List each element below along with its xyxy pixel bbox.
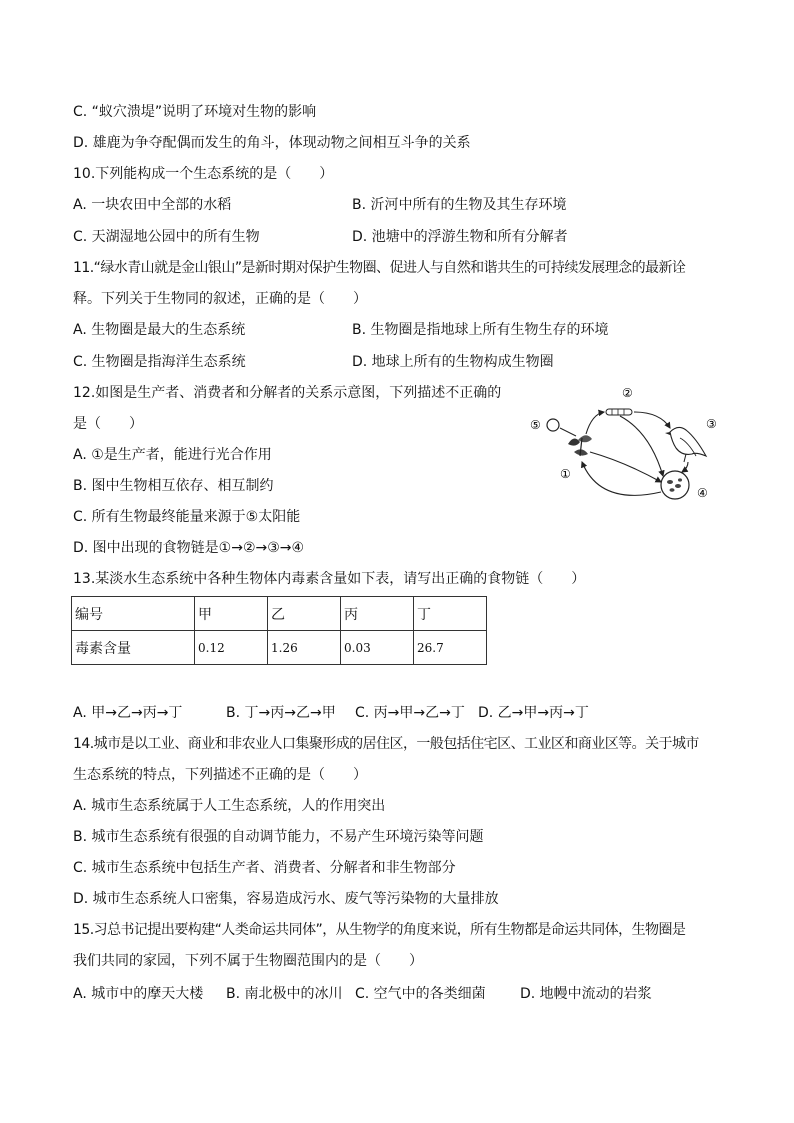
table-cell: 丁: [414, 597, 487, 631]
table-cell: 毒素含量: [72, 631, 195, 665]
table-cell: 乙: [268, 597, 341, 631]
arrow-caterpillar-to-bird: [634, 412, 670, 428]
q15-stem-line1: 15.习总书记提出要构建“人类命运共同体”，从生物学的角度来说，所有生物都是命运共同体，生物圈是: [73, 922, 686, 938]
plant-icon: [568, 435, 592, 456]
bird-icon: [665, 427, 706, 462]
label-1: ①: [560, 467, 571, 481]
table-cell: 0.12: [195, 631, 268, 665]
q13-option-d: D. 乙→甲→丙→丁: [478, 705, 589, 721]
decomposer-icon: [661, 471, 689, 499]
q15-option-d: D. 地幔中流动的岩浆: [520, 986, 652, 1002]
q10-option-a: A. 一块农田中全部的水稻: [73, 197, 232, 213]
q11-option-b: B. 生物圈是指地球上所有生物生存的环境: [352, 322, 609, 338]
q12-option-b: B. 图中生物相互依存、相互制约: [73, 478, 274, 494]
q9-option-c: C. “蚁穴溃堤”说明了环境对生物的影响: [73, 104, 317, 120]
arrow-decomposer-to-plant: [582, 462, 661, 495]
q12-option-a: A. ①是生产者，能进行光合作用: [73, 447, 272, 463]
q11-stem-line1: 11.“绿水青山就是金山银山”是新时期对保护生物圈、促进人与自然和谐共生的可持续发展理念的最新诠: [73, 260, 686, 276]
q11-option-c: C. 生物圈是指海洋生态系统: [73, 354, 246, 370]
table-row: [72, 631, 487, 665]
label-3: ③: [706, 417, 717, 431]
arrow-plant-to-caterpillar: [586, 412, 604, 434]
table-row: [72, 597, 487, 631]
toxin-table: [71, 596, 487, 665]
q10-option-d: D. 池塘中的浮游生物和所有分解者: [352, 229, 568, 245]
q14-option-d: D. 城市生态系统人口密集，容易造成污水、废气等污染物的大量排放: [73, 891, 499, 907]
q15-option-b: B. 南北极中的冰川: [226, 986, 343, 1002]
table-cell: 编号: [72, 597, 195, 631]
q13-option-b: B. 丁→丙→乙→甲: [226, 705, 336, 721]
arrow-plant-to-decomposer: [590, 452, 661, 482]
arrow-bird-to-decomposer: [682, 462, 688, 472]
q10-option-c: C. 天湖湿地公园中的所有生物: [73, 229, 260, 245]
q9-option-d: D. 雄鹿为争夺配偶而发生的角斗，体现动物之间相互斗争的关系: [73, 135, 471, 151]
q15-stem-line2: 我们共同的家园，下列不属于生物圈范围内的是（ ）: [73, 953, 423, 969]
label-2: ②: [622, 386, 633, 400]
table-cell: 26.7: [414, 631, 487, 665]
q10-stem: 10.下列能构成一个生态系统的是（ ）: [73, 166, 334, 182]
sunlight-ray: [560, 428, 576, 436]
q14-option-a: A. 城市生态系统属于人工生态系统，人的作用突出: [73, 798, 386, 814]
q13-option-a: A. 甲→乙→丙→丁: [73, 705, 183, 721]
caterpillar-icon: [606, 409, 632, 415]
q15-option-a: A. 城市中的摩天大楼: [73, 986, 204, 1002]
q13-option-c: C. 丙→甲→乙→丁: [355, 705, 465, 721]
q12-option-c: C. 所有生物最终能量来源于⑤太阳能: [73, 509, 301, 525]
q12-stem-line2: 是（ ）: [73, 416, 143, 432]
q10-option-b: B. 沂河中所有的生物及其生存环境: [352, 197, 567, 213]
q14-stem-line1: 14.城市是以工业、商业和非农业人口集聚形成的居住区，一般包括住宅区、工业区和商业区等。关于城市: [73, 736, 699, 752]
q14-stem-line2: 生态系统的特点，下列描述不正确的是（ ）: [73, 767, 367, 783]
ecosystem-relationship-diagram: [520, 382, 730, 507]
table-cell: 1.26: [268, 631, 341, 665]
label-4: ④: [697, 486, 708, 500]
q11-option-d: D. 地球上所有的生物构成生物圈: [352, 354, 554, 370]
q11-stem-line2: 释。下列关于生物同的叙述，正确的是（ ）: [73, 291, 367, 307]
table-cell: 丙: [341, 597, 414, 631]
q14-option-c: C. 城市生态系统中包括生产者、消费者、分解者和非生物部分: [73, 860, 456, 876]
q11-option-a: A. 生物圈是最大的生态系统: [73, 322, 246, 338]
q12-option-d: D. 图中出现的食物链是①→②→③→④: [73, 540, 305, 556]
q14-option-b: B. 城市生态系统有很强的自动调节能力，不易产生环境污染等问题: [73, 829, 484, 845]
sun-icon: [547, 419, 559, 431]
table-cell: 0.03: [341, 631, 414, 665]
q12-stem-line1: 12.如图是生产者、消费者和分解者的关系示意图，下列描述不正确的: [73, 385, 502, 401]
q15-option-c: C. 空气中的各类细菌: [355, 986, 486, 1002]
arrow-caterpillar-to-decomposer: [620, 416, 663, 476]
q13-stem: 13.某淡水生态系统中各种生物体内毒素含量如下表，请写出正确的食物链（ ）: [73, 571, 586, 587]
label-5: ⑤: [530, 418, 541, 432]
table-cell: 甲: [195, 597, 268, 631]
